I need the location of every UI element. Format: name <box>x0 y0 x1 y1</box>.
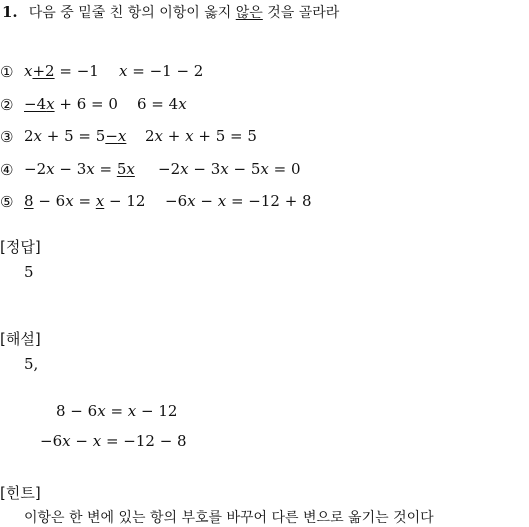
math-term: − <box>70 432 93 450</box>
math-variable: x <box>65 192 74 210</box>
option-left-equation <box>24 192 145 210</box>
math-term: 2 <box>24 127 34 145</box>
option-right-equation <box>165 192 312 210</box>
math-term: − 5 <box>228 160 261 178</box>
math-term: − <box>105 127 118 145</box>
option-2 <box>0 95 187 114</box>
math-term: −2 <box>158 160 181 178</box>
hint-label: [힌트] <box>0 484 41 502</box>
option-4 <box>0 160 301 179</box>
option-marker: ① <box>0 63 14 81</box>
option-3 <box>0 127 257 146</box>
math-term: − 12 <box>136 402 178 420</box>
math-term: − 3 <box>54 160 87 178</box>
explanation-step-1 <box>56 402 177 420</box>
math-variable: x <box>126 160 135 178</box>
math-variable: x <box>119 62 128 80</box>
math-term: − 3 <box>188 160 221 178</box>
math-variable: x <box>86 160 95 178</box>
math-term: − 6 <box>33 192 66 210</box>
math-term: 8 − 6 <box>56 402 98 420</box>
math-term: + 6 = 0 <box>54 95 118 113</box>
math-term: 5 <box>116 160 127 178</box>
math-term: + 5 = 5 <box>42 127 106 145</box>
math-variable: x <box>46 95 55 113</box>
math-term: = <box>105 402 128 420</box>
math-variable: x <box>178 95 187 113</box>
option-right-equation <box>119 62 203 80</box>
math-variable: x <box>24 62 33 80</box>
option-1 <box>0 62 204 81</box>
math-variable: x <box>154 127 164 145</box>
math-term: −6 <box>40 432 63 450</box>
math-term: + <box>163 127 186 145</box>
explanation-step-2 <box>40 432 187 450</box>
option-right-equation <box>137 95 187 113</box>
explanation-value: 5, <box>24 355 39 373</box>
math-variable: x <box>180 160 189 178</box>
option-marker: ⑤ <box>0 193 14 211</box>
math-variable: x <box>95 192 105 210</box>
math-term: + 5 = 5 <box>193 127 257 145</box>
math-variable: x <box>33 127 43 145</box>
option-left-equation <box>24 62 99 80</box>
math-variable: x <box>117 127 127 145</box>
math-variable: x <box>220 160 229 178</box>
math-variable: x <box>62 432 71 450</box>
math-term: = −1 <box>54 62 99 80</box>
math-term: −2 <box>24 160 47 178</box>
question-emphasis: 않은 <box>235 5 263 21</box>
question-text-end: 것을 골라라 <box>262 5 340 21</box>
option-marker: ② <box>0 96 14 114</box>
math-term: 8 <box>24 192 34 210</box>
math-variable: x <box>217 192 227 210</box>
math-term: +2 <box>32 62 55 80</box>
math-variable: x <box>46 160 55 178</box>
math-term: = −12 + 8 <box>226 192 312 210</box>
option-left-equation <box>24 127 126 145</box>
math-variable: x <box>185 127 194 145</box>
answer-label: [정답] <box>0 238 41 256</box>
question-text: 다음 중 밑줄 친 항의 이항이 옳지 <box>28 5 236 21</box>
math-term: −4 <box>24 95 47 113</box>
option-right-equation <box>158 160 301 178</box>
math-term: 6 = 4 <box>137 95 179 113</box>
option-5 <box>0 192 312 211</box>
hint-text: 이항은 한 변에 있는 항의 부호를 바꾸어 다른 변으로 옮기는 것이다 <box>24 510 434 526</box>
math-term: = <box>94 160 117 178</box>
question-number: 1. <box>2 3 18 21</box>
math-term: 2 <box>145 127 155 145</box>
math-variable: x <box>97 402 106 420</box>
option-marker: ④ <box>0 161 14 179</box>
question <box>2 2 339 22</box>
math-term: − <box>195 192 218 210</box>
math-variable: x <box>187 192 196 210</box>
math-term: = 0 <box>268 160 301 178</box>
math-variable: x <box>92 432 102 450</box>
option-right-equation <box>145 127 257 145</box>
option-left-equation <box>24 95 118 113</box>
math-variable: x <box>260 160 269 178</box>
option-left-equation <box>24 160 135 178</box>
math-term: = −12 − 8 <box>101 432 187 450</box>
math-term: = −1 − 2 <box>127 62 204 80</box>
math-term: = <box>73 192 96 210</box>
answer-value: 5 <box>24 263 34 281</box>
option-marker: ③ <box>0 128 14 146</box>
math-variable: x <box>127 402 137 420</box>
math-term: − 12 <box>104 192 146 210</box>
math-term: −6 <box>165 192 188 210</box>
explanation-label: [해설] <box>0 330 41 348</box>
